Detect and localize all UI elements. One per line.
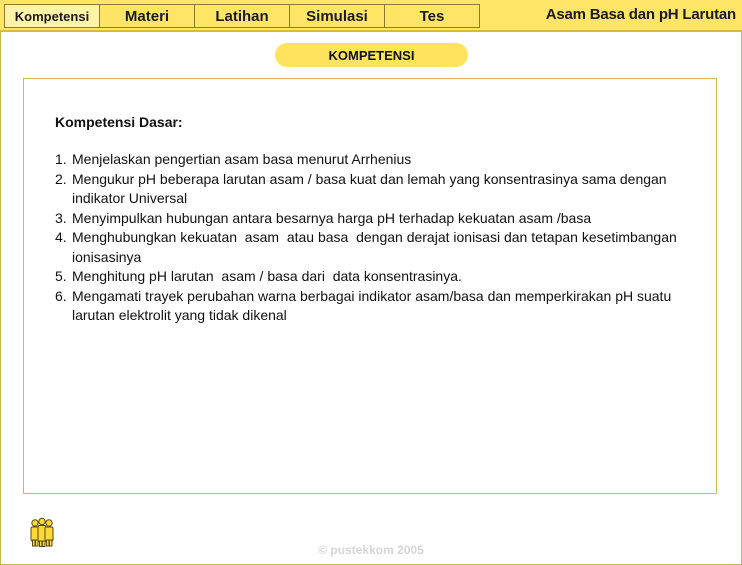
list-item	[55, 170, 695, 209]
list-item	[55, 228, 695, 267]
list-item	[55, 267, 695, 287]
list-item-text: Menjelaskan pengertian asam basa menurut Arrhenius	[72, 151, 412, 167]
list-item-number: 4.	[55, 229, 67, 245]
list-item-number: 5.	[55, 268, 67, 284]
content-heading: Kompetensi Dasar:	[55, 114, 183, 130]
list-item	[55, 209, 695, 229]
tab-materi[interactable]: Materi	[100, 5, 195, 27]
tab-simulasi[interactable]: Simulasi	[290, 5, 385, 27]
list-item-number: 1.	[55, 151, 67, 167]
section-title: KOMPETENSI	[275, 43, 468, 67]
app-title: Asam Basa dan pH Larutan	[545, 6, 736, 23]
top-navigation-bar	[0, 0, 742, 32]
list-item-text: Menghitung pH larutan asam / basa dari data konsentrasinya.	[72, 268, 462, 284]
list-item-text: Mengamati trayek perubahan warna berbagai indikator asam/basa dan memperkirakan pH suatu larutan elektrolit yang tidak dikenal	[72, 287, 676, 323]
main-nav	[4, 4, 480, 28]
list-item-number: 3.	[55, 209, 67, 226]
copyright-text: © pustekkom 2005	[318, 543, 424, 557]
content-panel	[23, 78, 717, 494]
tab-latihan[interactable]: Latihan	[195, 5, 290, 27]
tab-tes[interactable]: Tes	[385, 5, 479, 27]
competency-list	[55, 150, 695, 326]
list-item	[55, 150, 695, 170]
list-item-text: Menghubungkan kekuatan asam atau basa dengan derajat ionisasi dan tetapan kesetimbangan ionisasinya	[72, 229, 685, 265]
tab-kompetensi[interactable]: Kompetensi	[5, 5, 100, 27]
list-item-text: Menyimpulkan hubungan antara besarnya harga pH terhadap kekuatan asam /basa	[72, 209, 592, 226]
list-item	[55, 287, 695, 326]
list-item-number: 6.	[55, 287, 67, 304]
list-item-text: Mengukur pH beberapa larutan asam / basa kuat dan lemah yang konsentrasinya sama dengan indikator Universal	[72, 170, 671, 206]
list-item-number: 2.	[55, 170, 67, 187]
